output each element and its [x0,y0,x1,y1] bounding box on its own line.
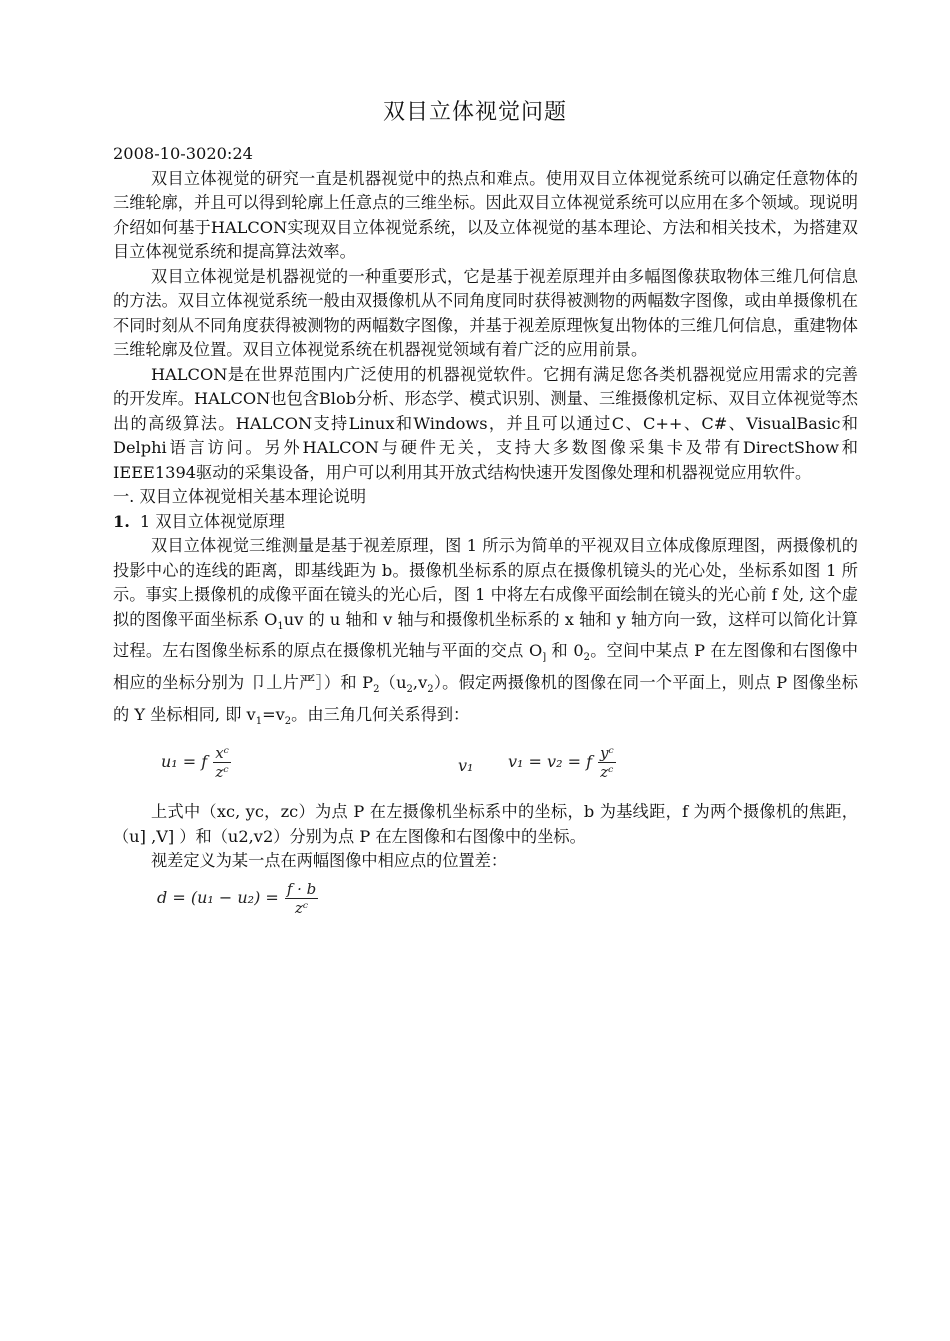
subscript: 1 [255,715,263,727]
paragraph-principle [113,534,858,734]
equation-lhs: d = (u₁ − u₂) = [157,887,279,907]
paragraph-variables: 上式中（xc, yc，zc）为点 P 在左摄像机坐标系中的坐标，b 为基线距，f 为两个摄像机的焦距，（u] ,V] ）和（u2,v2）分别为点 P 在左图像和右图像中的坐标。 [113,802,858,846]
equation-lhs: u₁ = f [161,752,208,772]
paragraph-intro: 双目立体视觉的研究一直是机器视觉中的热点和难点。使用双目立体视觉系统可以确定任意物体的三维轮廓，并且可以得到轮廓上任意点的三维坐标。因此双目立体视觉系统可以应用在多个领域。现说明介绍如何基于HALCON实现双目立体视觉系统，以及立体视觉的基本理论、方法和相关技术，为搭建双目立体视觉系统和提高算法效率。 [113,168,858,261]
text-run: ,v [412,672,428,692]
fraction [285,880,318,917]
text-run: uv 的 u 轴和 v 轴与和摄像机坐标系的 x 轴和 y 轴方向一致，这样可以简化计算过程。左右图像坐标系的原点在摄像机光轴与平面的交点 O [113,609,858,661]
equation-row-disparity [113,874,858,934]
subsection-title: 1 双目立体视觉原理 [139,511,285,531]
equation-u1 [161,744,231,781]
subscript: 2 [284,715,292,727]
fraction [598,744,616,781]
subscript: ] [542,652,547,664]
subscript: 2 [373,684,380,696]
paragraph-stereo-definition: 双目立体视觉是机器视觉的一种重要形式，它是基于视差原理并由多幅图像获取物体三维几何信息的方法。双目立体视觉系统一般由双摄像机从不同角度同时获得被测物的两幅数字图像，或由单摄像机在不同时刻从不同角度获得被测物的两幅数字图像，并基于视差原理恢复出物体的三维几何信息，重建物体三维轮廓及位置。双目立体视觉系统在机器视觉领域有着广泛的应用前景。 [113,266,858,359]
fraction-denominator: zᶜ [294,898,309,917]
equation-label-v1: v₁ [458,756,474,776]
text-run: 。空间中某点 P 在左图像和右图像中相应的坐标分别为 卩丄片严］）和 P [113,641,858,692]
equation-lhs: v₁ = v₂ = f [508,752,592,772]
equation-disparity [157,880,318,917]
subscript: 2 [583,652,590,664]
fraction-numerator: xᶜ [215,744,229,763]
subsection-heading [113,510,858,535]
subscript: 2 [427,684,434,696]
doc-date: 2008-10-3020:24 [113,144,253,163]
section-heading: 一. 双目立体视觉相关基本理论说明 [113,487,367,506]
text-run: ）。假定两摄像机的图像在同一个平面上，则点 P 图像坐标的 Y 坐标相同, 即 v [113,672,858,724]
equation-row-projection [113,734,858,800]
text-run: 。由三角几何关系得到： [291,704,470,724]
text-run: （u [379,672,407,692]
fraction-denominator: zᶜ [215,763,229,782]
subsection-number: 1. [113,511,130,531]
subscript: 2 [406,684,413,696]
text-run: 双目立体视觉三维测量是基于视差原理，图 1 所示为简单的平视双目立体成像原理图，两摄像机的投影中心的连线的距离，即基线距为 b。摄像机坐标系的原点在摄像机镜头的光心处，坐标系如图 1 所示。事实上摄像机的成像平面在镜头的光心后，图 1 中将左右成像平面绘制在镜头的光心前 f 处, 这个虚拟的图像平面坐标系 O [113,536,858,629]
fraction-denominator: zᶜ [600,763,614,782]
paragraph-disparity: 视差定义为某一点在两幅图像中相应点的位置差： [151,851,508,871]
text-run: 和 0 [546,641,584,661]
equation-v1-v2 [508,744,616,781]
paragraph-halcon: HALCON是在世界范围内广泛使用的机器视觉软件。它拥有满足您各类机器视觉应用需求的完善的开发库。HALCON也包含Blob分析、形态学、模式识别、测量、三维摄像机定标、双目立体视觉等杰出的高级算法。HALCON支持Linux和Windows，并且可以通过C、C++、C#、VisualBasic和Delphi语言访问。另外HALCON与硬件无关，支持大多数图像采集卡及带有DirectShow和IEEE1394驱动的采集设备，用户可以利用其开放式结构快速开发图像处理和机器视觉应用软件。 [113,364,858,482]
fraction [213,744,231,781]
doc-body [113,142,858,934]
text-run: =v [262,704,285,724]
fraction-numerator: f · b [286,879,317,898]
subscript: 1 [277,620,284,632]
doc-title: 双目立体视觉问题 [382,100,567,125]
fraction-numerator: yᶜ [599,744,614,763]
